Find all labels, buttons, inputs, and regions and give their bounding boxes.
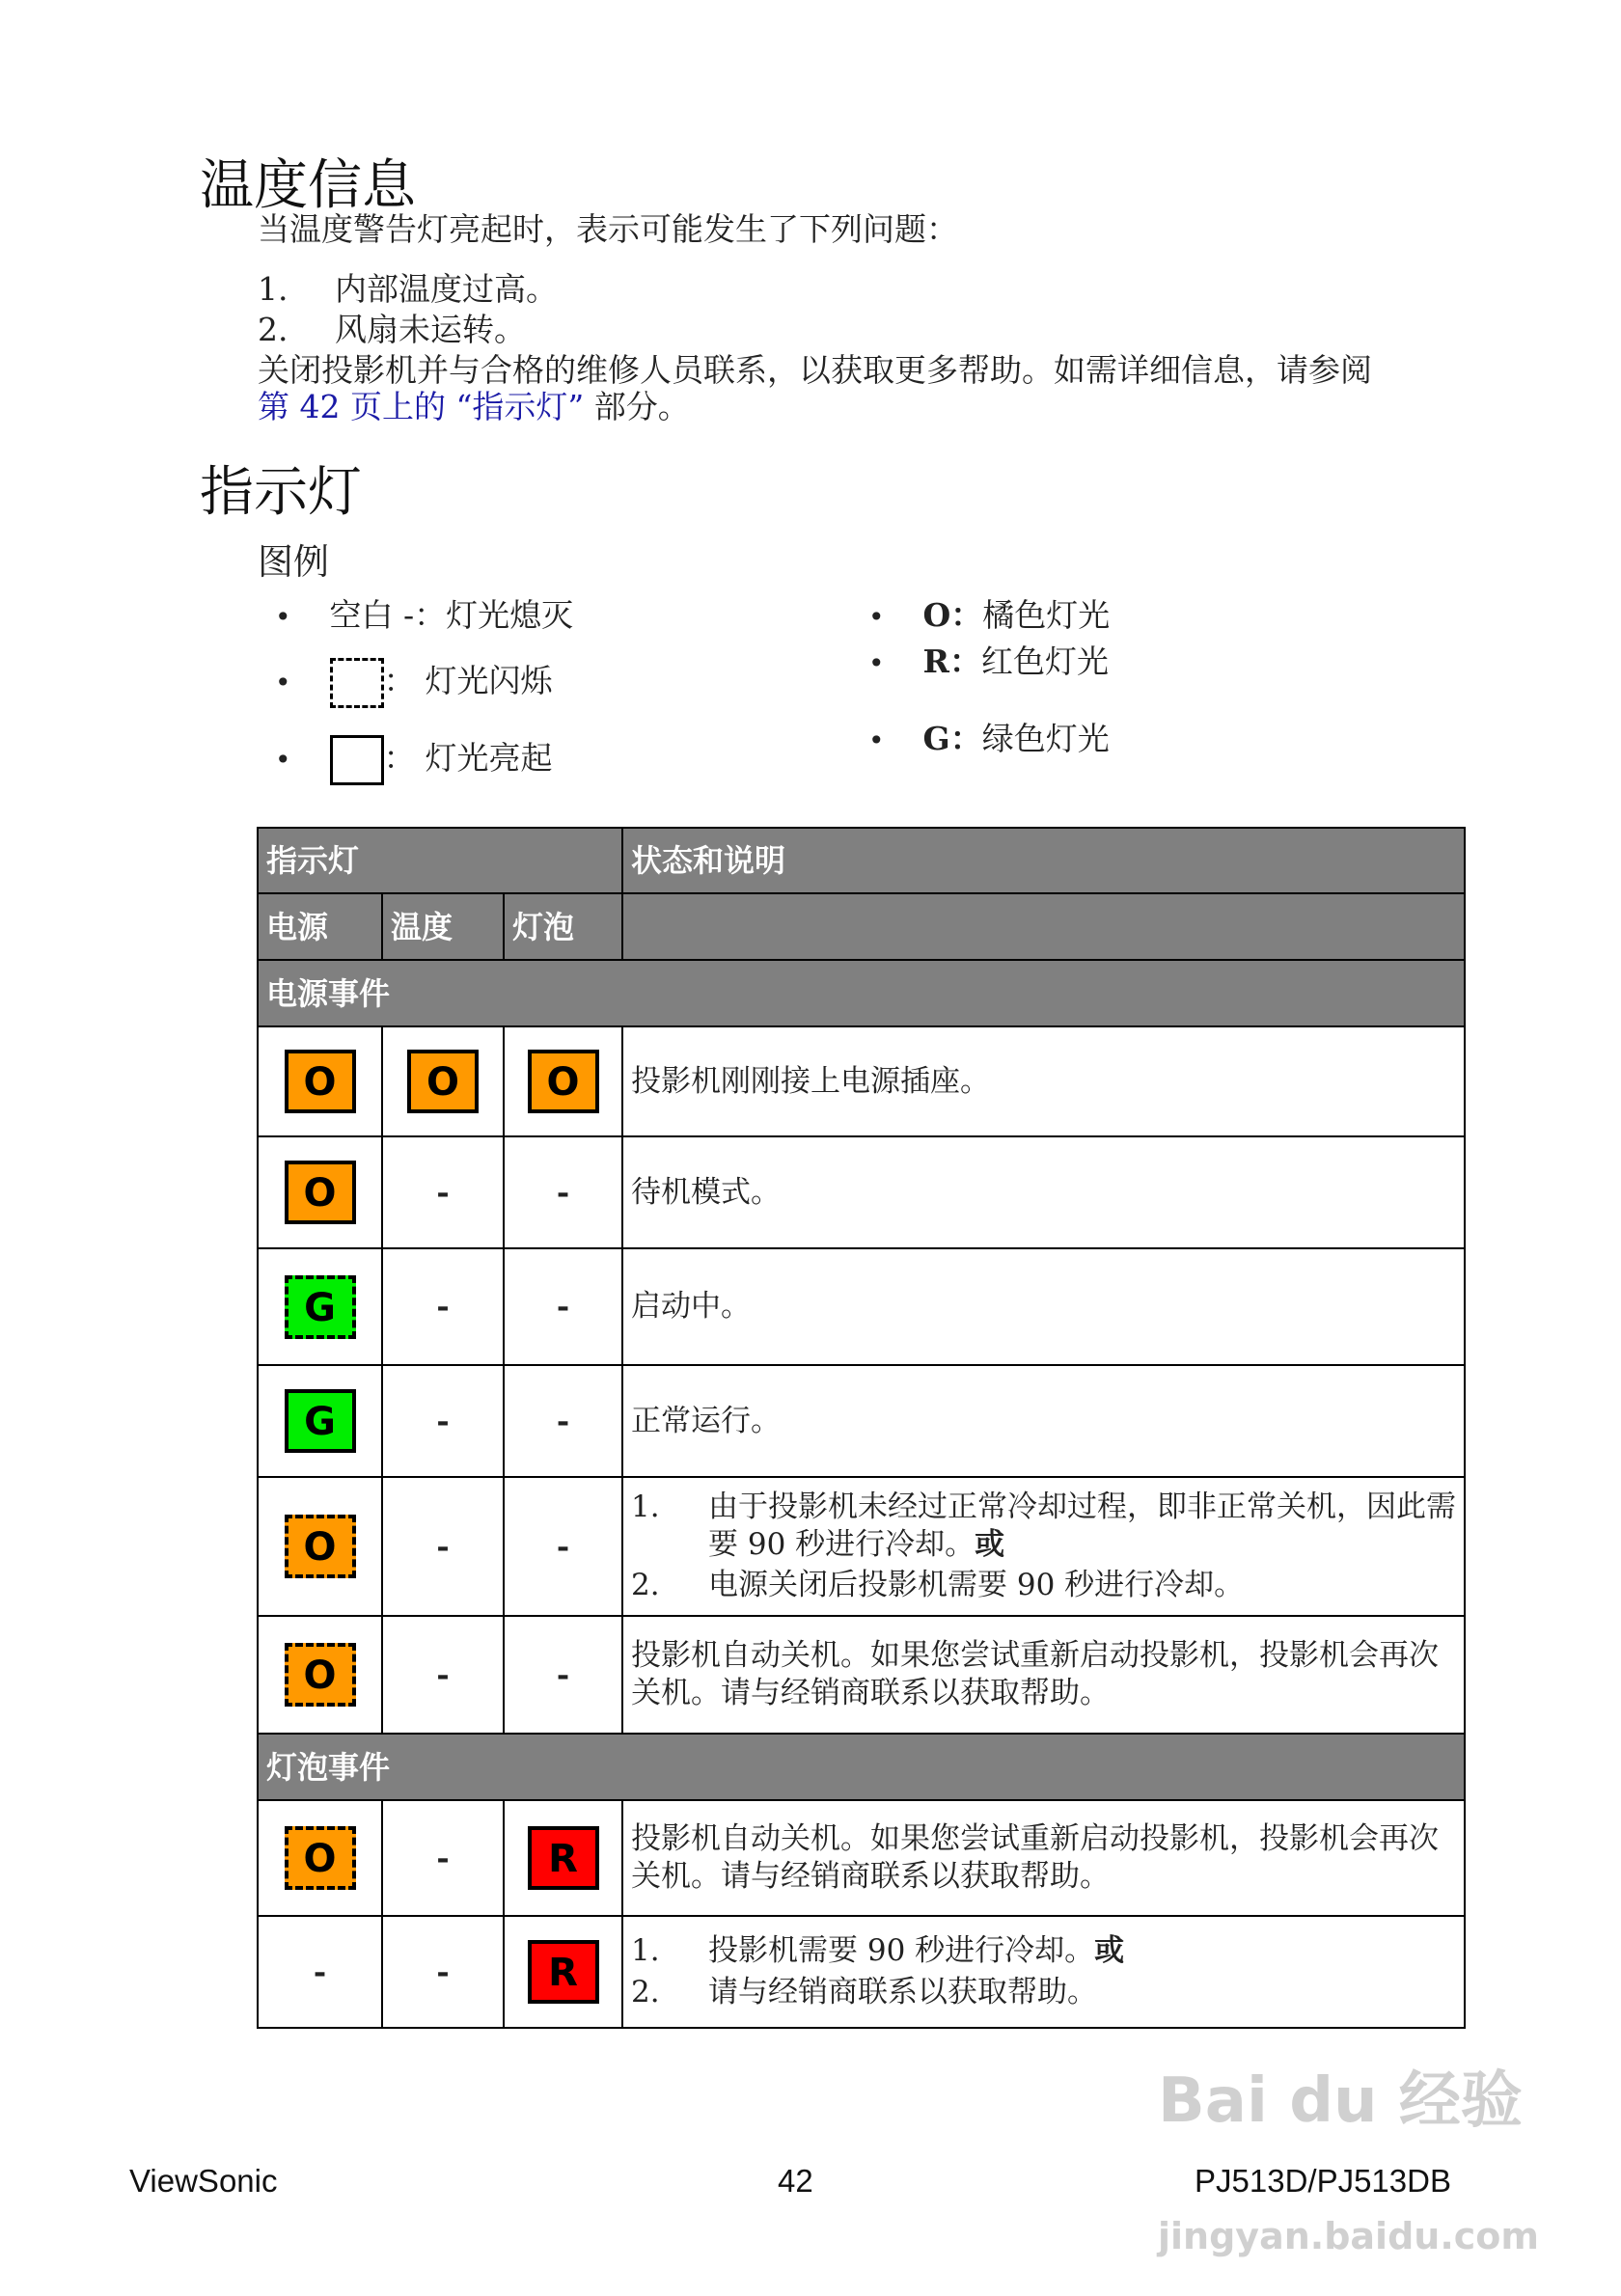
cell-lamp [504,1616,622,1734]
status-description: 正常运行。 [622,1365,1465,1477]
led-off: - [556,1173,570,1211]
led-off: - [436,1655,450,1693]
cell-lamp [504,1026,622,1136]
status-description: 投影机自动关机。如果您尝试重新启动投影机，投影机会再次关机。请与经销商联系以获取帮助。 [622,1616,1465,1734]
legend-red: • R：红色灯光 [868,642,1109,680]
section-title-indicators: 指示灯 [200,461,362,524]
status-description [622,1477,1465,1616]
subheader-lamp: 灯泡 [504,893,622,960]
led-off: - [556,1655,570,1693]
subheader-temp: 温度 [382,893,504,960]
led-off: - [556,1402,570,1439]
flashing-box-icon [330,658,384,708]
legend-on: • ： 灯光亮起 [275,735,553,785]
header-status: 状态和说明 [622,828,1465,893]
led-off: - [436,1953,450,1990]
baidu-watermark: Bai du 经验 [1158,2065,1523,2137]
led-O-icon: O [285,1643,356,1707]
group-lamp-events: 灯泡事件 [258,1734,1465,1800]
cell-temp [382,1477,504,1616]
table-row [258,1916,1465,2028]
cell-power [258,1136,382,1248]
legend-orange: • O：橘色灯光 [868,596,1111,634]
cell-temp [382,1365,504,1477]
status-description [622,1916,1465,2028]
header-indicator: 指示灯 [258,828,622,893]
table-row [258,1136,1465,1248]
cell-power [258,1916,382,2028]
cell-lamp [504,1477,622,1616]
table-row [258,1477,1465,1616]
indicator-table [257,827,1466,2029]
group-power-events: 电源事件 [258,960,1465,1026]
led-O-icon: O [407,1050,479,1113]
led-off: - [313,1953,327,1990]
led-off: - [556,1288,570,1326]
cell-lamp [504,1916,622,2028]
cell-temp [382,1916,504,2028]
status-description: 投影机自动关机。如果您尝试重新启动投影机，投影机会再次关机。请与经销商联系以获取帮助。 [622,1800,1465,1916]
table-row [258,1800,1465,1916]
led-off: - [436,1288,450,1326]
status-description: 待机模式。 [622,1136,1465,1248]
legend-green: • G：绿色灯光 [868,720,1110,757]
led-off: - [436,1527,450,1565]
list-item: 2. 请与经销商联系以获取帮助。 [631,1975,1098,2009]
cell-power [258,1026,382,1136]
footer-page-number: 42 [778,2163,813,2199]
led-O-icon: O [528,1050,599,1113]
led-O-icon: O [285,1826,356,1890]
cell-power [258,1248,382,1365]
cell-power [258,1800,382,1916]
cell-power [258,1477,382,1616]
solid-box-icon [330,735,384,785]
led-O-icon: O [285,1161,356,1224]
cell-lamp [504,1136,622,1248]
status-description: 投影机刚刚接上电源插座。 [622,1026,1465,1136]
cell-lamp [504,1365,622,1477]
led-off: - [556,1527,570,1565]
cell-temp [382,1616,504,1734]
list-item: 2. 电源关闭后投影机需要 90 秒进行冷却。 [631,1568,1245,1603]
cell-lamp [504,1248,622,1365]
list-item: 1. 内部温度过高。 [258,270,558,308]
legend-off: • 空白 -：灯光熄灭 [275,596,574,634]
cell-lamp [504,1800,622,1916]
cell-temp [382,1026,504,1136]
led-off: - [436,1839,450,1876]
table-row [258,1026,1465,1136]
footer-model: PJ513D/PJ513DB [1195,2163,1451,2199]
led-off: - [436,1402,450,1439]
led-G-icon: G [285,1389,356,1453]
intro-text: 当温度警告灯亮起时，表示可能发生了下列问题： [258,210,958,248]
table-row [258,1616,1465,1734]
cell-temp [382,1248,504,1365]
table-row [258,1248,1465,1365]
led-R-icon: R [528,1826,599,1890]
list-item: 1. 由于投影机未经过正常冷却过程，即非正常关机，因此需要 90 秒进行冷却。或 [631,1489,1457,1562]
legend-flashing: • ： 灯光闪烁 [275,658,553,708]
paragraph: 关闭投影机并与合格的维修人员联系，以获取更多帮助。如需详细信息，请参阅 [258,351,1372,389]
list-item: 1. 投影机需要 90 秒进行冷却。或 [631,1933,1125,1969]
cell-power [258,1365,382,1477]
baidu-watermark-url: jingyan.baidu.com [1158,2215,1539,2257]
list-item: 2. 风扇未运转。 [258,311,526,348]
led-R-icon: R [528,1940,599,2004]
led-off: - [436,1173,450,1211]
led-G-icon: G [285,1275,356,1339]
footer-brand: ViewSonic [129,2163,278,2199]
cell-temp [382,1136,504,1248]
paragraph-link-line: 第 42 页上的 “指示灯” 部分。 [258,388,690,425]
table-row [258,1365,1465,1477]
led-O-icon: O [285,1050,356,1113]
cell-temp [382,1800,504,1916]
led-O-icon: O [285,1515,356,1578]
status-description: 启动中。 [622,1248,1465,1365]
legend-title: 图例 [258,541,329,583]
indicator-page-link[interactable]: 第 42 页上的 “指示灯” [258,388,585,425]
cell-power [258,1616,382,1734]
subheader-power: 电源 [258,893,382,960]
section-title-temperature: 温度信息 [200,154,416,217]
